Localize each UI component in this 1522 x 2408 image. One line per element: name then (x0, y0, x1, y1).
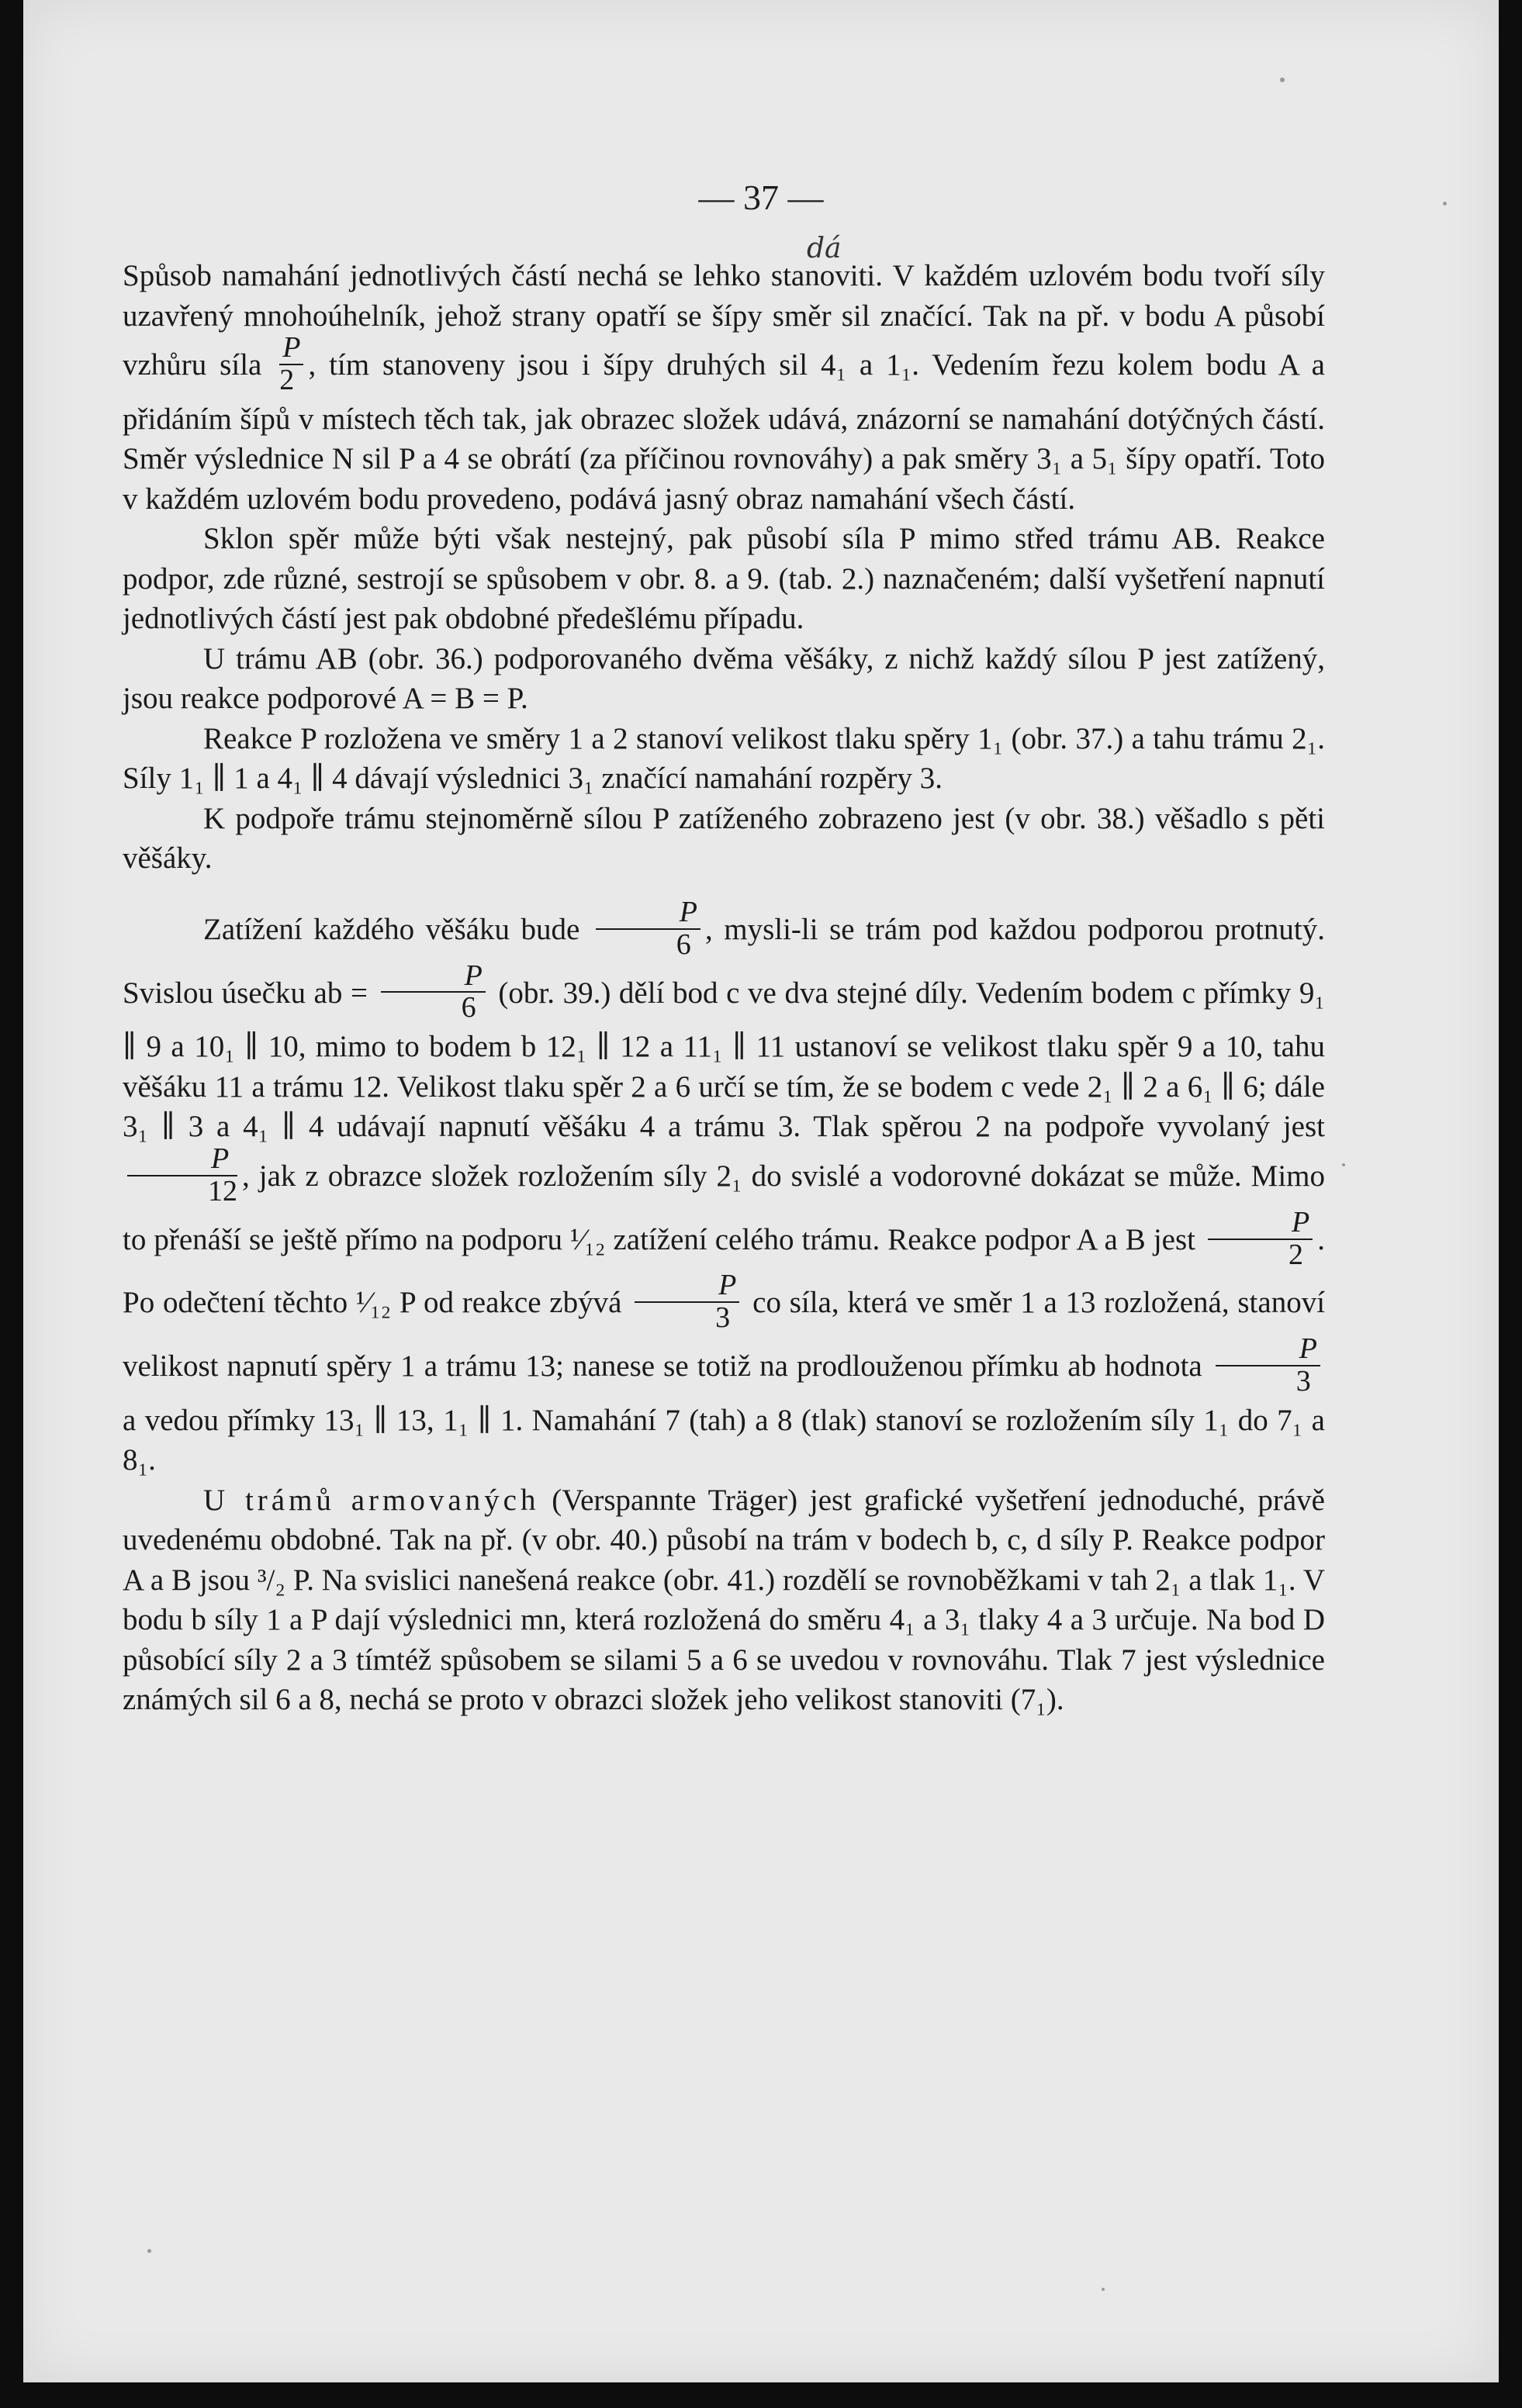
page-body (123, 256, 1325, 1720)
paragraph-4: Reakce P rozložena ve směry 1 a 2 stanoví velikost tlaku spěry 1₁ (obr. 37.) a tahu trámu 2₁. Síly 1₁ ∥ 1 a 4₁ ∥ 4 dávají výslednici 3₁ značící namahání rozpěry 3. (123, 721, 1325, 796)
scan-speck (1102, 2288, 1105, 2291)
fraction-p-over-12: $\frac{P}{12}$ (127, 1144, 237, 1207)
fraction-p-over-3-b: $\frac{P}{3}$ (1216, 1334, 1320, 1397)
page-number: — 37 — (698, 178, 824, 217)
fraction-p-over-6-b: $\frac{P}{6}$ (381, 961, 486, 1024)
scan-border-bottom (0, 2382, 1522, 2408)
fraction-p-over-2: $\frac{P}{2}$ (279, 333, 303, 396)
paragraph-2: Sklon spěr může býti však nestejný, pak působí síla P mimo střed trámu AB. Reakce podpor, zde různé, sestrojí se spůsobem v obr. 8. a 9. (tab. 2.) naznačeném; další vyšetření napnutí jednotlivých částí jest pak obdobné předešlému případu. (123, 522, 1325, 636)
paragraph-3: U trámu AB (obr. 36.) podporovaného dvěma věšáky, z nichž každý sílou P jest zatížený, jsou reakce podporové A = B = P. (123, 641, 1325, 716)
paragraph-6: Zatížení každého věšáku bude $\frac{P}{6}$ , mysli-li se trám pod každou podporou protnutý. Svislou úsečku ab = $\frac{P}{6}$ (obr. 39.) dělí bod c ve dva stejné díly. Vedením bodem c přímky 9₁ ∥ 9 a 10₁ ∥ 10, mimo to bodem b 12₁ ∥ 12 a 11₁ ∥ 11 ustanoví se velikost tlaku spěr 9 a 10, tahu věšáku 11 a trámu 12. Velikost tlaku spěr 2 a 6 určí se tím, že se bodem c vede 2₁ ∥ 2 a 6₁ ∥ 6; dále 3₁ ∥ 3 a 4₁ ∥ 4 udávají napnutí věšáku 4 a trámu 3. Tlak spěrou 2 na podpoře vyvolaný jest $\frac{P}{12}$ , jak z obrazce složek rozložením síly 2₁ do svislé a vodorovné dokázat se může. Mimo to přenáší se ještě přímo na podporu ¹⁄₁₂ zatížení celého trámu. Reakce podpor A a B jest $\frac{P}{2}$ . Po odečtení těchto ¹⁄₁₂ P od reakce zbývá $\frac{P}{3}$ co síla, která ve směr 1 a 13 rozložená, stanoví velikost napnutí spěry 1 a trámu 13; nanese se totiž na prodlouženou přímku ab hodnota $\frac{P}{3}$ a vedou přímky 13₁ ∥ 13, 1₁ ∥ 1. Namahání 7 (tah) a 8 (tlak) stanoví se rozložením síly 1₁ do 7₁ a 8₁. (123, 895, 1326, 1477)
fraction-p-over-2-b: $\frac{P}{2}$ (1208, 1207, 1313, 1271)
scan-speck (147, 2249, 151, 2253)
fraction-p-over-6: $\frac{P}{6}$ (596, 897, 700, 961)
scan-border-right (1499, 0, 1522, 2408)
paragraph-5: K podpoře trámu stejnoměrně sílou P zatíženého zobrazeno jest (v obr. 38.) věšadlo s pěti věšáky. (123, 801, 1325, 876)
book-page (23, 0, 1499, 2382)
handwritten-correction: dá (807, 233, 842, 264)
scan-speck (1342, 1163, 1345, 1166)
scan-border-left (0, 0, 23, 2408)
paragraph-7: U trámů armovaných (Verspannte Träger) jest grafické vyšetření jednoduché, právě uvedenému obdobné. Tak na př. (v obr. 40.) působí na trám v bodech b, c, d síly P. Reakce podpor A a B jsou ³/₂ P. Na svislici nanešená reakce (obr. 41.) rozdělí se rovnoběžkami v tah 2₁ a tlak 1₁. V bodu b síly 1 a P dají výslednici mn, která rozložená do směru 4₁ a 3₁ tlaky 4 a 3 určuje. Na bod D působící síly 2 a 3 tímtéž spůsobem se silami 5 a 6 se uvedou v rovnováhu. Tlak 7 jest výslednice známých sil 6 a 8, nechá se proto v obrazci složek jeho velikost stanoviti (7₁). (123, 1483, 1325, 1717)
fraction-p-over-3: $\frac{P}{3}$ (635, 1270, 739, 1334)
scan-speck (1280, 78, 1285, 82)
scan-speck (1443, 202, 1447, 206)
paragraph-1: Spůsob namahání jednotlivých částí nechá se lehko stanoviti. V každém uzlovém bodu tvoří síly uzavřený mnohoúhelník, jehož strany opatří se šípy směr sil značící. Tak na př. v bodu A působí vzhůru síla $\frac{P}{2}$ , tím stanoveny jsou i šípy druhých sil 4₁ a 1₁. Vedením řezu kolem bodu A a přidáním šípů v místech těch tak, jak obrazec složek udává, znázorní se namahání dotýčných částí. Směr výslednice N sil P a 4 se obrátí (za příčinou rovnováhy) a pak směry 3₁ a 5₁ šípy opatří. Toto v každém uzlovém bodu provedeno, podává jasný obraz namahání všech částí. (123, 259, 1325, 516)
